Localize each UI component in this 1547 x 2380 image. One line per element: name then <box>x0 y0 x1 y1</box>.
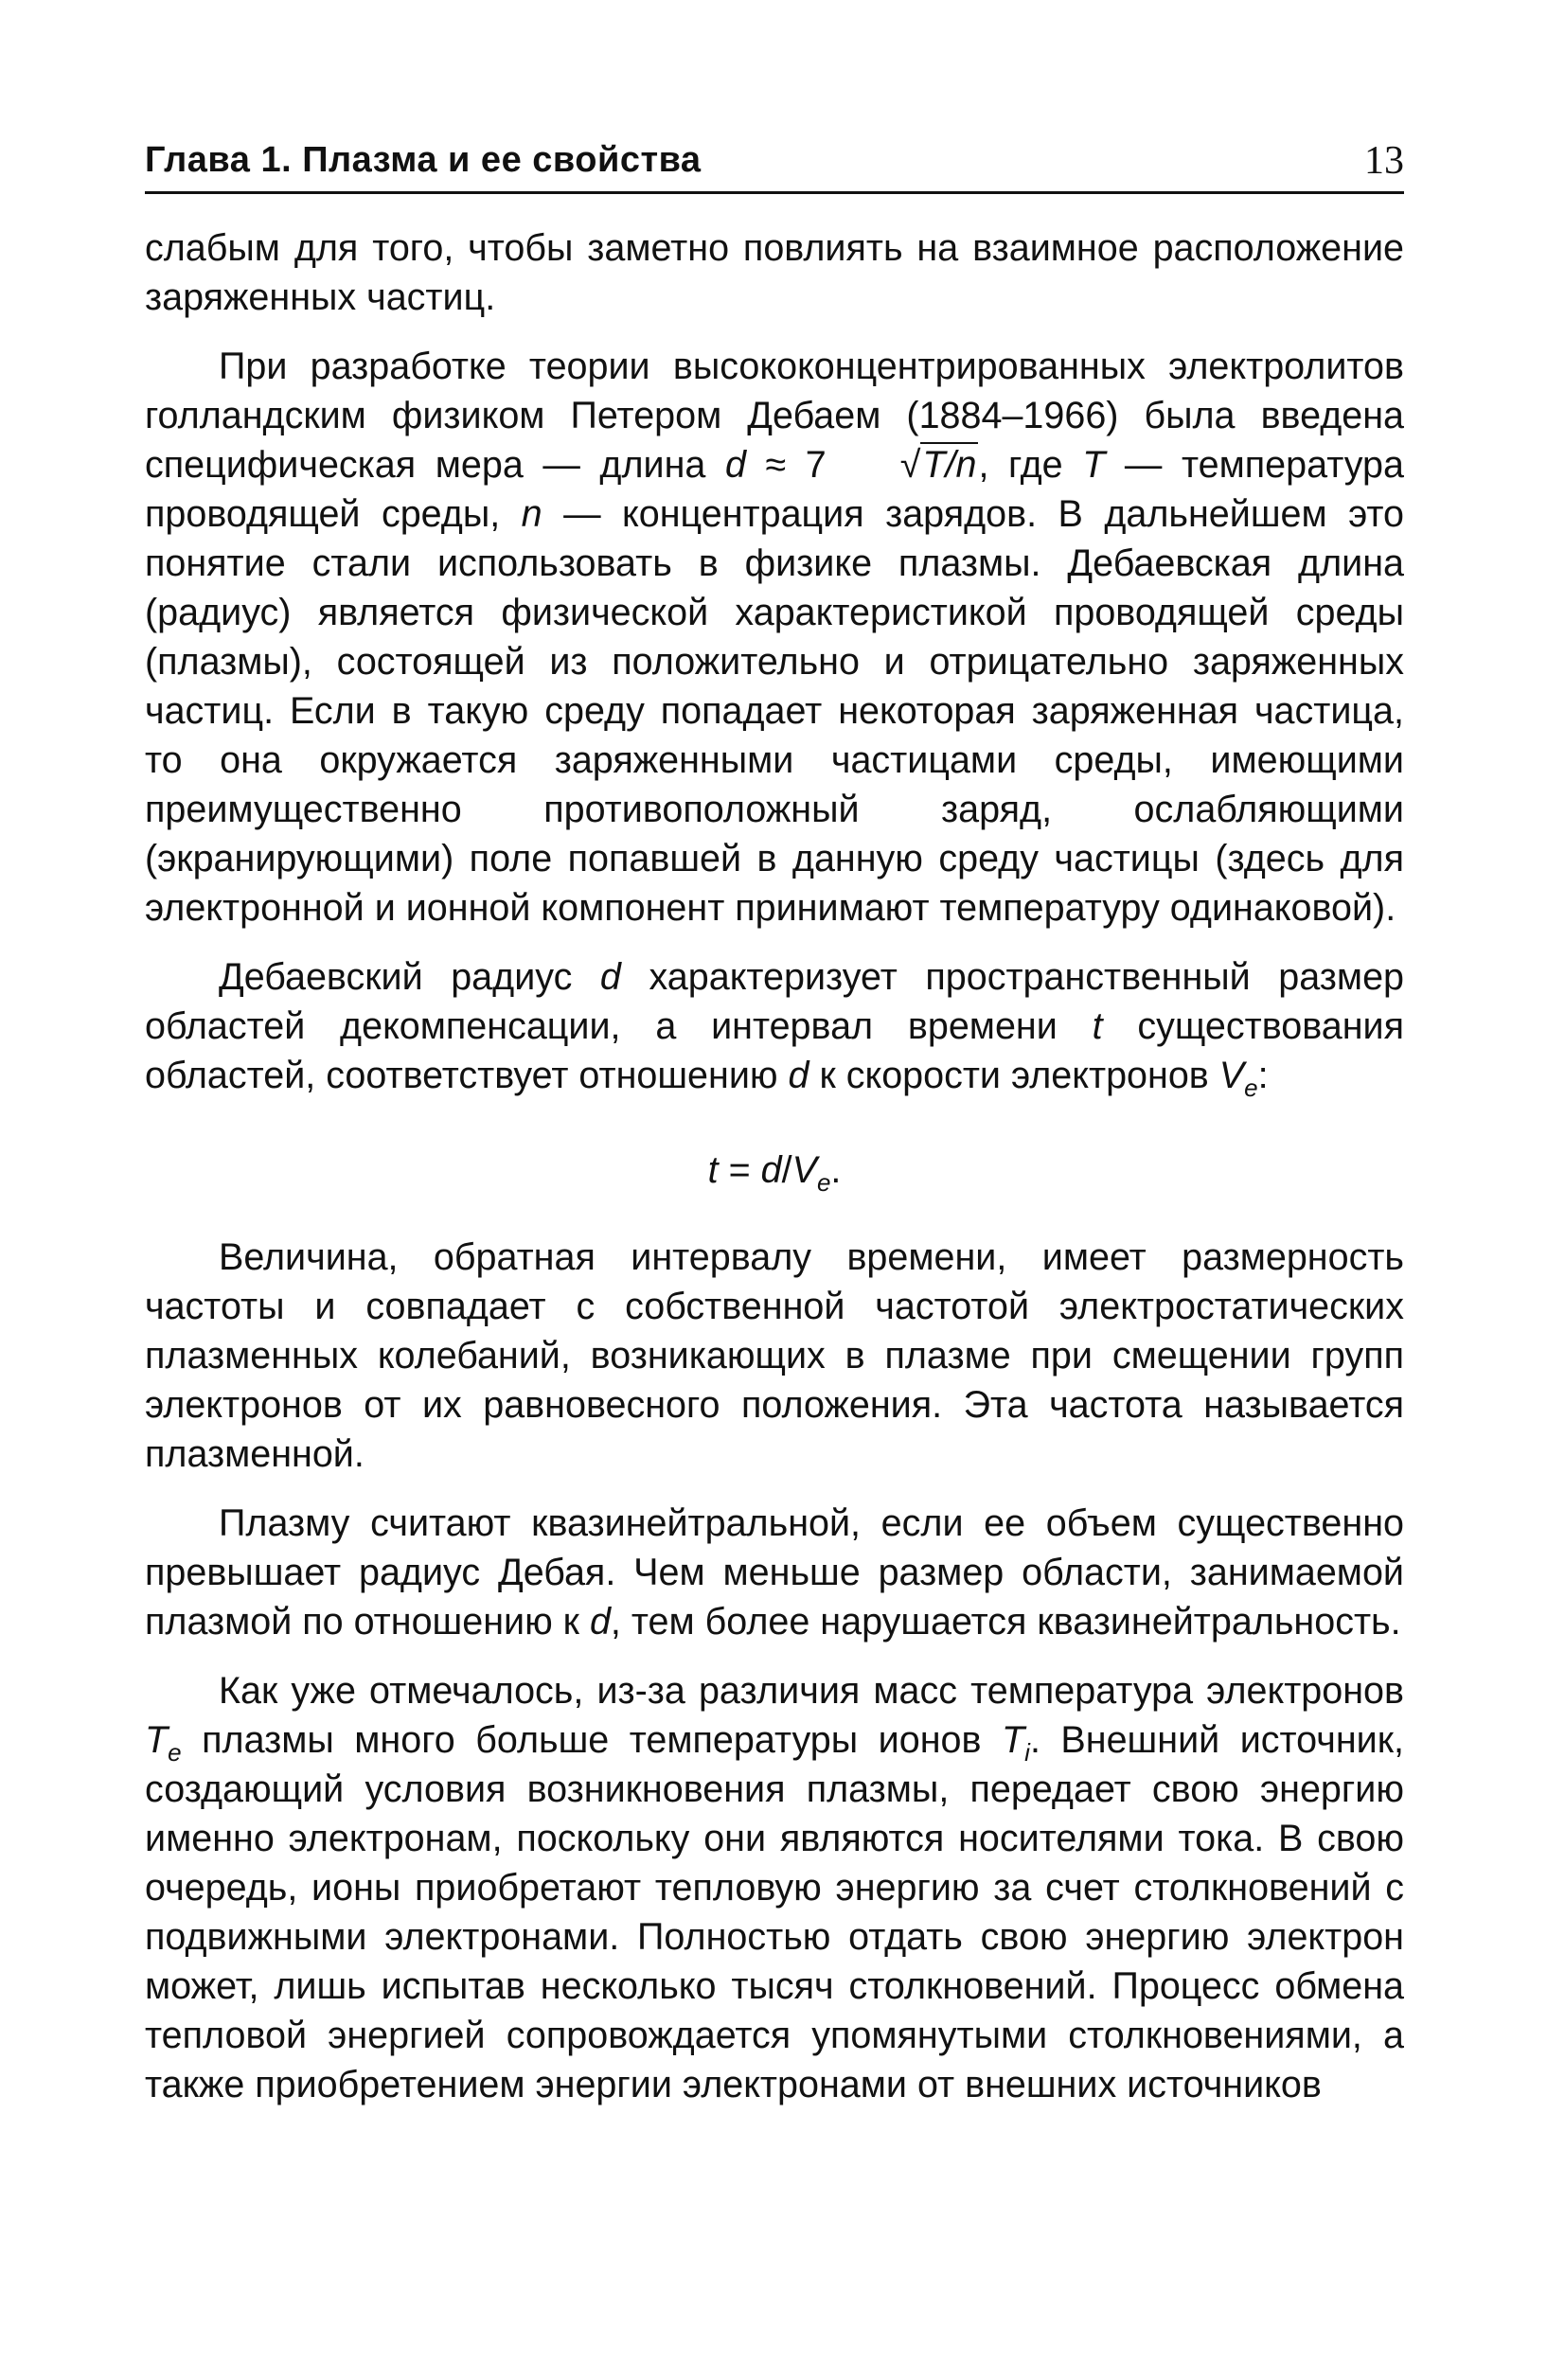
paragraph-6: Как уже отмечалось, из-за различия масс температура электронов $T_e$ плазмы много больше температуры ионов $T_i$. Внешний источник, создающий условия возникновения плазмы, передает свою энергию именно электронам, поскольку они являются носителями тока. В свою очередь, ионы приобретают тепловую энергию за счет столкновений с подвижными электронами. Полностью отдать свою энергию электрон может, лишь испытав несколько тысяч столкновений. Процесс обмена тепловой энергией сопровождается упомянутыми столкновениями, а также приобретением энергии электронами от внешних источников <box>145 1670 1404 2105</box>
page-header <box>145 133 1404 194</box>
chapter-title: Глава 1. Плазма и ее свойства <box>145 140 702 180</box>
paragraph-3: Дебаевский радиус d характеризует пространственный размер областей декомпенсации, а интервал времени t существования областей, соответствует отношению d к скорости электронов $V_e$: <box>145 956 1405 1102</box>
page-body <box>145 223 1404 2109</box>
page-number: 13 <box>1364 139 1404 183</box>
paragraph-4: Величина, обратная интервалу времени, имеет размерность частоты и совпадает с собственной частотой электростатических плазменных колебаний, возникающих в плазме при смещении групп электронов от их равновесного положения. Эта частота называется плазменной. <box>145 1236 1404 1475</box>
paragraph-5: Плазму считают квазинейтральной, если ее объем существенно превышает радиус Дебая. Чем меньше размер области, занимаемой плазмой по отношению к d, тем более нарушается квазинейтральность. <box>145 1502 1404 1643</box>
paragraph-2: При разработке теории высококонцентрированных электролитов голландским физиком Петером Дебаем (1884–1966) была введена специфическая мера — длина d ≈ 7 √T/n, где T — температура проводящей среды, n — концентрация зарядов. В дальнейшем это понятие стали использовать в физике плазмы. Дебаевская длина (радиус) является физической характеристикой проводящей среды (плазмы), состоящей из положительно и отрицательно заряженных частиц. Если в такую среду попадает некоторая заряженная частица, то она окружается заряженными частицами среды, имеющими преимущественно противоположный заряд, ослабляющими (экранирующими) поле попавшей в данную среду частицы (здесь для электронной и ионной компонент принимают температуру одинаковой). <box>145 346 1404 929</box>
square-root-expression: √T/n <box>899 444 977 486</box>
paragraph-1: слабым для того, чтобы заметно повлиять на взаимное расположение заряженных частиц. <box>145 227 1404 318</box>
debye-time-formula: $t = d/V_e$. <box>707 1149 842 1197</box>
